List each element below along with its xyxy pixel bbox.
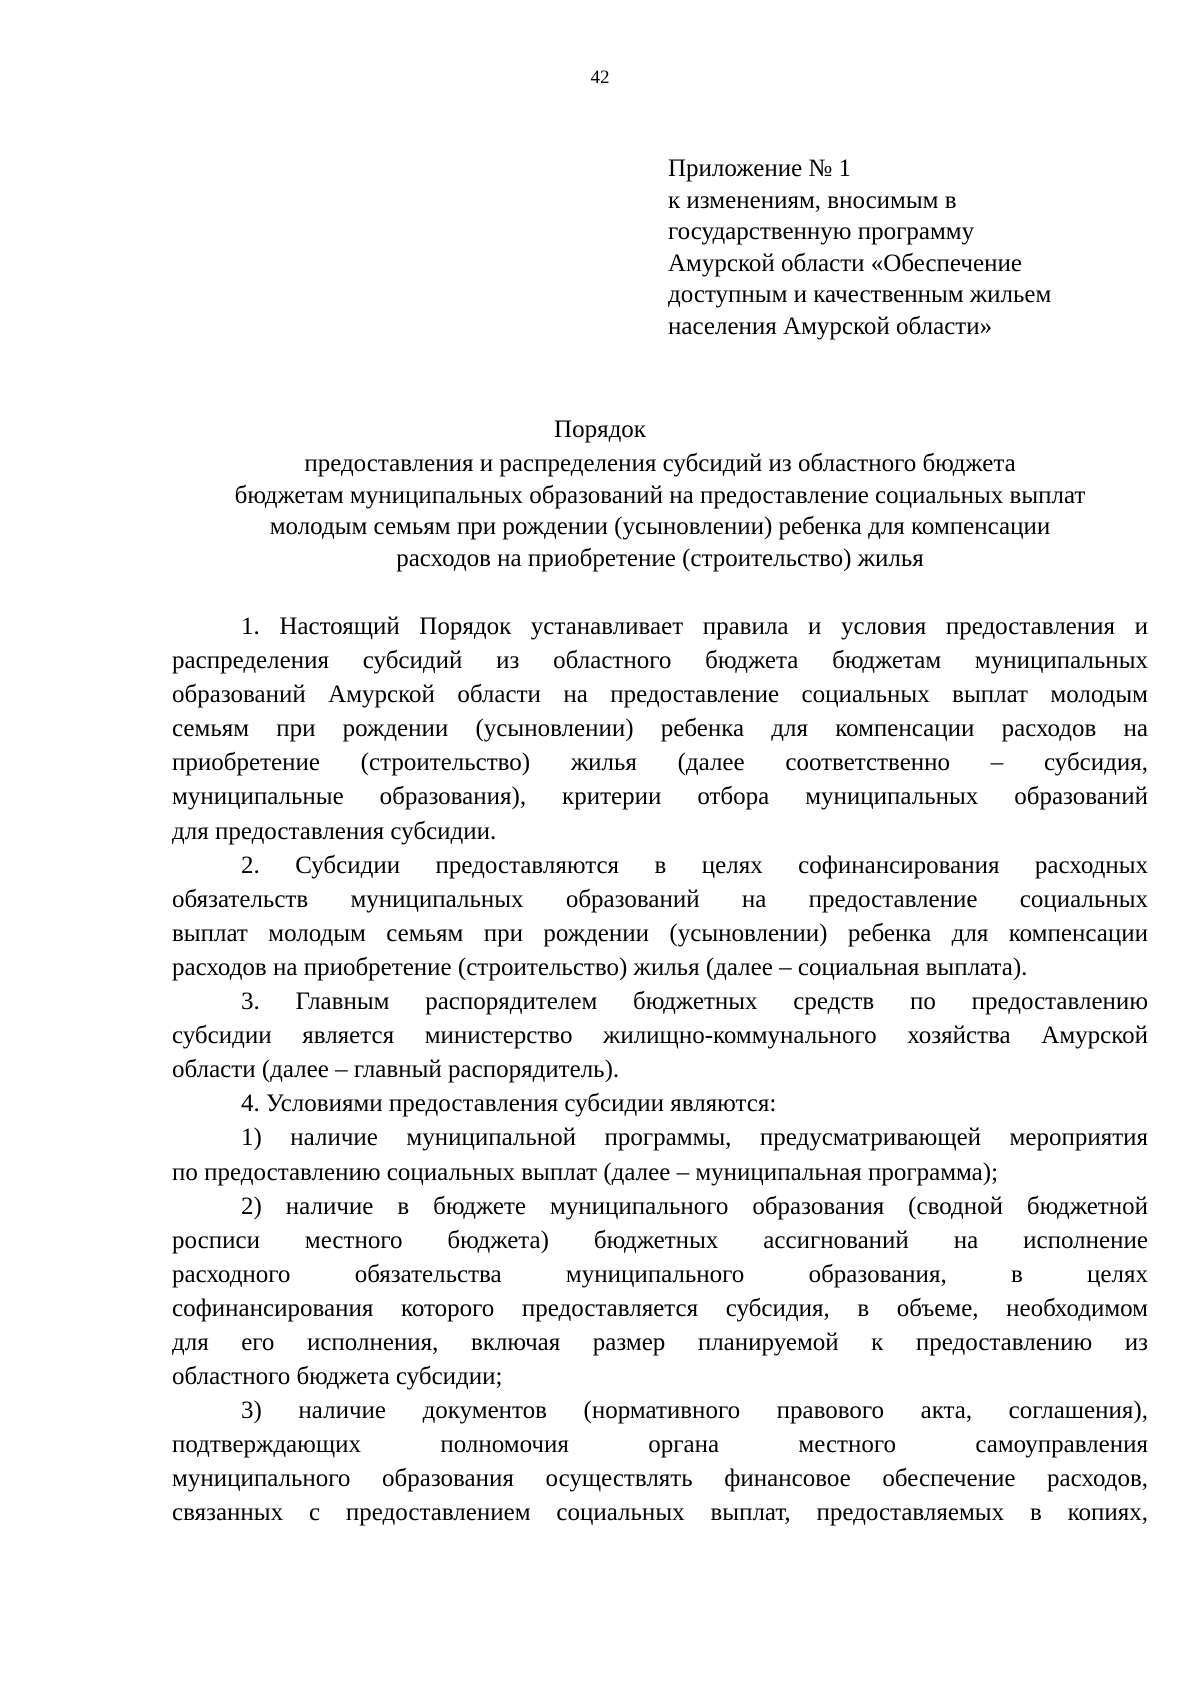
paragraph-line: области (далее – главный распорядитель). <box>172 1056 620 1084</box>
paragraph-line: 3) наличие документов (нормативного правового акта, соглашения), <box>241 1397 1148 1425</box>
appendix-line: государственную программу <box>668 218 975 245</box>
appendix-line: к изменениям, вносимым в <box>668 186 957 214</box>
paragraph-line: 2. Субсидии предоставляются в целях софинансирования расходных <box>241 851 1148 879</box>
paragraph <box>172 610 1148 849</box>
paragraph <box>172 1087 1148 1121</box>
paragraph-line: подтверждающих полномочия органа местного самоуправления <box>172 1431 1148 1459</box>
paragraph-line: расходного обязательства муниципального образования, в целях <box>172 1260 1148 1288</box>
paragraph-line: 1. Настоящий Порядок устанавливает правила и условия предоставления и <box>241 613 1148 640</box>
paragraph-line: семьям при рождении (усыновлении) ребенка для компенсации расходов на <box>172 715 1148 743</box>
paragraph-line: расходов на приобретение (строительство) жилья (далее – социальная выплата). <box>172 953 1028 981</box>
paragraph-line: распределения субсидий из областного бюджета бюджетам муниципальных <box>172 647 1148 675</box>
appendix-line: населения Амурской области» <box>668 312 993 340</box>
subtitle-line: предоставления и распределения субсидий из областного бюджета <box>304 450 1016 477</box>
paragraph-line: 3. Главным распорядителем бюджетных средств по предоставлению <box>241 988 1148 1016</box>
paragraph <box>172 1394 1148 1530</box>
appendix-header <box>668 153 1168 342</box>
appendix-line: Приложение № 1 <box>668 155 852 182</box>
paragraph-line: 2) наличие в бюджете муниципального образования (сводной бюджетной <box>241 1192 1148 1220</box>
page-number: 42 <box>590 67 610 88</box>
paragraph-line: по предоставлению социальных выплат (далее – муниципальная программа); <box>172 1158 999 1186</box>
paragraph <box>172 985 1148 1087</box>
paragraph <box>172 849 1148 985</box>
paragraph-line: муниципального образования осуществлять финансовое обеспечение расходов, <box>172 1465 1148 1493</box>
paragraph-line: 4. Условиями предоставления субсидии являются: <box>241 1090 777 1118</box>
paragraph-line: 1) наличие муниципальной программы, предусматривающей мероприятия <box>241 1124 1148 1152</box>
paragraph-line: образований Амурской области на предоставление социальных выплат молодым <box>172 681 1148 709</box>
document-subtitle <box>170 448 1150 574</box>
paragraph-line: для предоставления субсидии. <box>172 817 497 845</box>
paragraph-line: областного бюджета субсидии; <box>172 1363 503 1391</box>
subtitle-line: расходов на приобретение (строительство) жилья <box>396 544 924 572</box>
paragraph-line: софинансирования которого предоставляется субсидия, в объеме, необходимом <box>172 1294 1148 1322</box>
paragraph <box>172 1190 1148 1395</box>
paragraph-line: выплат молодым семьям при рождении (усыновлении) ребенка для компенсации <box>172 919 1148 947</box>
appendix-line: доступным и качественным жильем <box>668 281 1052 308</box>
paragraph-line: муниципальные образования), критерии отбора муниципальных образований <box>172 783 1148 811</box>
appendix-line: Амурской области «Обеспечение <box>668 249 1022 277</box>
document-title: Порядок <box>554 416 646 443</box>
paragraph-line: связанных с предоставлением социальных выплат, предоставляемых в копиях, <box>172 1499 1148 1527</box>
subtitle-line: бюджетам муниципальных образований на предоставление социальных выплат <box>234 481 1086 509</box>
paragraph-line: для его исполнения, включая размер планируемой к предоставлению из <box>172 1328 1148 1356</box>
paragraph-line: росписи местного бюджета) бюджетных ассигнований на исполнение <box>172 1226 1148 1254</box>
subtitle-line: молодым семьям при рождении (усыновлении) ребенка для компенсации <box>269 513 1051 540</box>
paragraph-line: обязательств муниципальных образований на предоставление социальных <box>172 885 1148 913</box>
paragraph <box>172 1121 1148 1189</box>
paragraph-line: субсидии является министерство жилищно-коммунального хозяйства Амурской <box>172 1022 1148 1050</box>
document-body <box>172 610 1148 1531</box>
paragraph-line: приобретение (строительство) жилья (далее соответственно – субсидия, <box>172 749 1148 777</box>
